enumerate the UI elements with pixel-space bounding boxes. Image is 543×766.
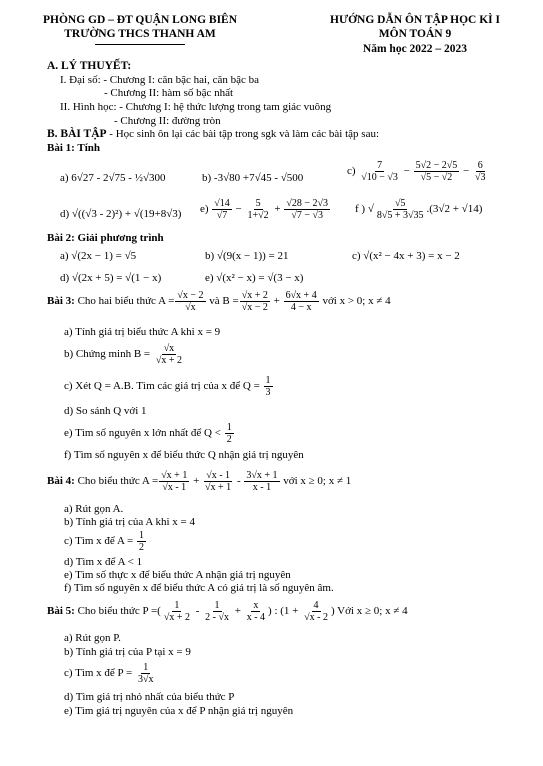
fraction: $\frac{√x - 2}{√x}$ xyxy=(177,290,204,313)
bai1-title: Bài 1: Tính xyxy=(47,142,100,154)
bai3-b-label: b) Chứng minh B = xyxy=(64,348,151,361)
bai1-d: d) √((√3 - 2)²) + √(19+8√3) xyxy=(60,208,182,220)
bai1-f: f ) √ $\frac{√5}{8√5 + 3√35}$ .(3√2 + √14) xyxy=(355,198,483,221)
bai5-d: d) Tìm giá trị nhỏ nhất của biểu thức P xyxy=(64,691,235,703)
fraction: $\frac{7}{√10 - √3}$ xyxy=(361,160,398,183)
bai3-e-label: e) Tìm số nguyên x lớn nhất để Q < xyxy=(64,427,221,440)
bai4-condition: với x ≥ 0; x ≠ 1 xyxy=(283,475,352,488)
document-title: HƯỚNG DẪN ÔN TẬP HỌC KÌ I xyxy=(330,14,500,26)
bai3-f: f) Tìm số nguyên x để biểu thức Q nhận giá trị nguyên xyxy=(64,449,304,461)
fraction: $\frac{4}{√x - 2}$ xyxy=(304,600,328,623)
fraction: $\frac{6√x + 4}{4 - x}$ xyxy=(285,290,317,313)
fraction: $\frac{6}{√3}$ xyxy=(474,160,486,183)
theory-algebra-ch2: - Chương II: hàm số bậc nhất xyxy=(104,87,234,99)
bai3-condition: với x > 0; x ≠ 4 xyxy=(322,295,391,308)
fraction: $\frac{5√2 - 2√5}{√5 - √2}$ xyxy=(415,160,458,183)
fraction: $\frac{√x}{√x + 2}$ xyxy=(155,343,183,366)
bai2-b: b) √(9(x − 1)) = 21 xyxy=(205,250,289,262)
bai1-a: a) 6√27 - 2√75 - ½√300 xyxy=(60,172,166,184)
bai2-d: d) √(2x + 5) = √(1 − x) xyxy=(60,272,162,284)
bai5-condition: Với x ≥ 0; x ≠ 4 xyxy=(337,605,408,618)
bai1-e-label: e) xyxy=(200,203,209,216)
fraction: $\frac{√x + 1}{√x - 1}$ xyxy=(161,470,188,493)
theory-algebra-ch1: I. Đại số: - Chương I: căn bậc hai, căn bậc ba xyxy=(60,74,260,86)
fraction: $\frac{1}{3√x}$ xyxy=(137,662,154,685)
bai3-b xyxy=(64,343,185,366)
bai2-c: c) √(x² − 4x + 3) = x − 2 xyxy=(352,250,460,262)
bai3-statement: Bài 3: Cho hai biểu thức A = $\frac{√x - 2}{√x}$ và B = $\frac{√x + 2}{√x - 2}$ + $\frac{6√x + 4}{4 - x}$ với x > 0; x ≠ 4 xyxy=(47,290,391,313)
bai5-a: a) Rút gọn P. xyxy=(64,632,121,644)
theory-geometry-ch1: II. Hình học: - Chương I: hệ thức lượng trong tam giác vuông xyxy=(60,101,332,113)
bai5-statement: Bài 5: Cho biểu thức P =( $\frac{1}{√x + 2}$ - $\frac{1}{2 - √x}$ + $\frac{x}{x - 4}$ ) : (1 + $\frac{4}{√x - 2}$ ) Với x ≥ 0; x ≠ 4 xyxy=(47,600,408,623)
fraction: $\frac{√x + 2}{√x - 2}$ xyxy=(241,290,268,313)
bai3-a: a) Tính giá trị biểu thức A khi x = 9 xyxy=(64,326,221,338)
exercises-title: B. BÀI TẬP xyxy=(47,128,107,140)
fraction: $\frac{1}{2}$ xyxy=(226,422,232,445)
fraction: $\frac{1}{3}$ xyxy=(265,375,271,398)
fraction: $\frac{√14}{√7}$ xyxy=(214,198,230,221)
bai2-title: Bài 2: Giải phương trình xyxy=(47,232,164,244)
bai5-b: b) Tính giá trị của P tại x = 9 xyxy=(64,646,191,658)
bai1-e: e) $\frac{√14}{√7}$ − $\frac{5}{1+√2}$ + $\frac{√28 - 2√3}{√7 - √3}$ xyxy=(200,198,328,221)
bai1-b: b) -3√80 +7√45 - √500 xyxy=(202,172,304,184)
bai4-c xyxy=(64,530,147,553)
fraction: $\frac{1}{2}$ xyxy=(139,530,144,553)
bai5-c xyxy=(64,662,156,685)
school-department: PHÒNG GD – ĐT QUẬN LONG BIÊN xyxy=(42,14,238,26)
bai5-c-label: c) Tìm x để P = xyxy=(64,667,133,680)
bai4-statement: Bài 4: Cho biểu thức A = $\frac{√x + 1}{√x - 1}$ + $\frac{√x - 1}{√x + 1}$ - $\frac{3√x + 1}{x - 1}$ với x ≥ 0; x ≠ 1 xyxy=(47,470,352,493)
bai5-title: Bài 5: xyxy=(47,605,75,618)
bai4-title: Bài 4: xyxy=(47,475,75,488)
bai3-c xyxy=(64,375,274,398)
fraction: $\frac{1}{√x + 2}$ xyxy=(163,600,190,623)
bai2-a: a) √(2x − 1) = √5 xyxy=(60,250,137,262)
header-underline xyxy=(95,44,185,45)
fraction: $\frac{5}{1+√2}$ xyxy=(247,198,269,221)
subject-title: MÔN TOÁN 9 xyxy=(378,28,452,40)
exercises-intro: - Học sinh ôn lại các bài tập trong sgk và làm các bài tập sau: xyxy=(106,128,380,140)
bai4-d: d) Tìm x để A < 1 xyxy=(64,556,143,568)
school-year: Năm học 2022 – 2023 xyxy=(362,43,468,55)
bai4-c-label: c) Tìm x để A = xyxy=(64,535,134,548)
fraction: $\frac{√28 - 2√3}{√7 - √3}$ xyxy=(286,198,328,221)
fraction: $\frac{√5}{8√5 + 3√35}$ xyxy=(376,198,424,221)
fraction: $\frac{√x - 1}{√x + 1}$ xyxy=(205,470,232,493)
bai3-c-label: c) Xét Q = A.B. Tìm các giá trị của x để Q = xyxy=(64,380,260,393)
bai3-e xyxy=(64,422,235,445)
bai4-intro: Cho biểu thức xyxy=(77,475,140,488)
fraction: $\frac{1}{2 - √x}$ xyxy=(205,600,229,623)
school-name: TRƯỜNG THCS THANH AM xyxy=(64,28,216,40)
bai1-c-label: c) xyxy=(347,165,356,178)
bai4-e: e) Tìm số thực x để biểu thức A nhận giá trị nguyên xyxy=(64,569,291,581)
theory-geometry-ch2: - Chương II: đường tròn xyxy=(114,115,221,127)
fraction: $\frac{3√x + 1}{x - 1}$ xyxy=(246,470,278,493)
bai3-d: d) So sánh Q với 1 xyxy=(64,405,147,417)
bai2-e: e) √(x² − x) = √(3 − x) xyxy=(205,272,304,284)
bai3-title: Bài 3: xyxy=(47,295,75,308)
fraction: $\frac{x}{x - 4}$ xyxy=(246,600,266,623)
bai1-f-label: f ) xyxy=(355,203,366,216)
bai4-b: b) Tính giá trị của A khi x = 4 xyxy=(64,516,195,528)
bai4-a: a) Rút gọn A. xyxy=(64,503,124,515)
bai3-intro: Cho hai biểu thức xyxy=(77,295,156,308)
theory-title: A. LÝ THUYẾT: xyxy=(47,60,132,72)
bai5-intro: Cho biểu thức xyxy=(77,605,140,618)
bai5-e: e) Tìm giá trị nguyên của x để P nhận giá trị nguyên xyxy=(64,705,294,717)
bai1-c: c) $\frac{7}{√10 - √3}$ − $\frac{5√2 - 2√5}{√5 - √2}$ − $\frac{6}{√3}$ xyxy=(347,160,486,183)
exercises-heading xyxy=(47,128,379,141)
bai4-f: f) Tìm số nguyên x để biểu thức A có giá trị là số nguyên âm. xyxy=(64,582,334,594)
